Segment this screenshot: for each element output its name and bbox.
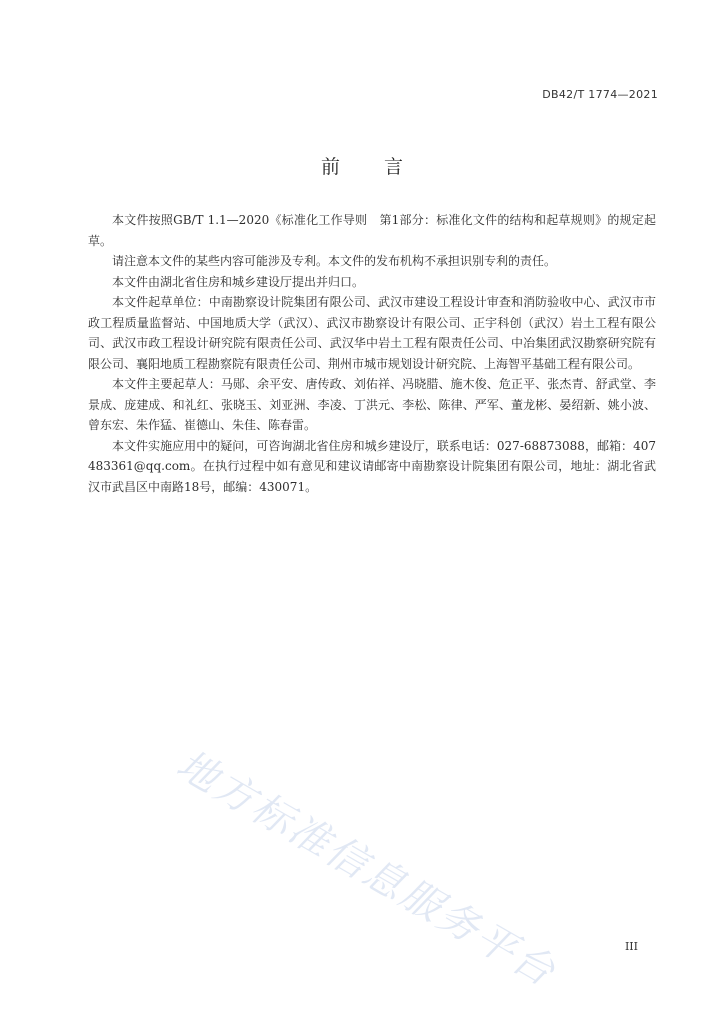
section-title: 前言	[320, 156, 447, 178]
document-code: DB42/T 1774—2021	[542, 88, 658, 101]
paragraph-proposer: 本文件由湖北省住房和城乡建设厅提出并归口。	[112, 274, 365, 289]
paragraph-drafting-rule: 本文件按照GB/T 1.1—2020《标准化工作导则 第1部分：标准化文件的结构和起草规则》的规定起草。	[88, 213, 656, 248]
paragraph-contact: 本文件实施应用中的疑问，可咨询湖北省住房和城乡建设厅，联系电话：027-68873088，邮箱：407483361@qq.com。在执行过程中如有意见和建议请邮寄中南勘察设计院集团有限公司，地址：湖北省武汉市武昌区中南路18号，邮编：430071。	[88, 438, 656, 494]
paragraph-drafting-units: 本文件起草单位：中南勘察设计院集团有限公司、武汉市建设工程设计审查和消防验收中心、武汉市市政工程质量监督站、中国地质大学（武汉）、武汉市勘察设计有限公司、正宇科创（武汉）岩土工程有限公司、武汉市政工程设计研究院有限责任公司、武汉华中岩土工程有限责任公司、中冶集团武汉勘察研究院有限公司、襄阳地质工程勘察院有限责任公司、荆州市城市规划设计研究院、上海智平基础工程有限公司。	[88, 295, 656, 371]
page-number: III	[624, 940, 638, 953]
paragraph-drafters: 本文件主要起草人：马郧、余平安、唐传政、刘佑祥、冯晓腊、施木俊、危正平、张杰青、舒武堂、李景成、庞建成、和礼红、张晓玉、刘亚洲、李凌、丁洪元、李松、陈律、严军、董龙彬、晏绍新、姚小波、曾东宏、朱作猛、崔德山、朱佳、陈春雷。	[88, 377, 656, 432]
paragraph-patent-notice: 请注意本文件的某些内容可能涉及专利。本文件的发布机构不承担识别专利的责任。	[112, 254, 557, 268]
watermark: 地方标准信息服务平台	[168, 741, 565, 997]
preface-body	[88, 210, 656, 497]
